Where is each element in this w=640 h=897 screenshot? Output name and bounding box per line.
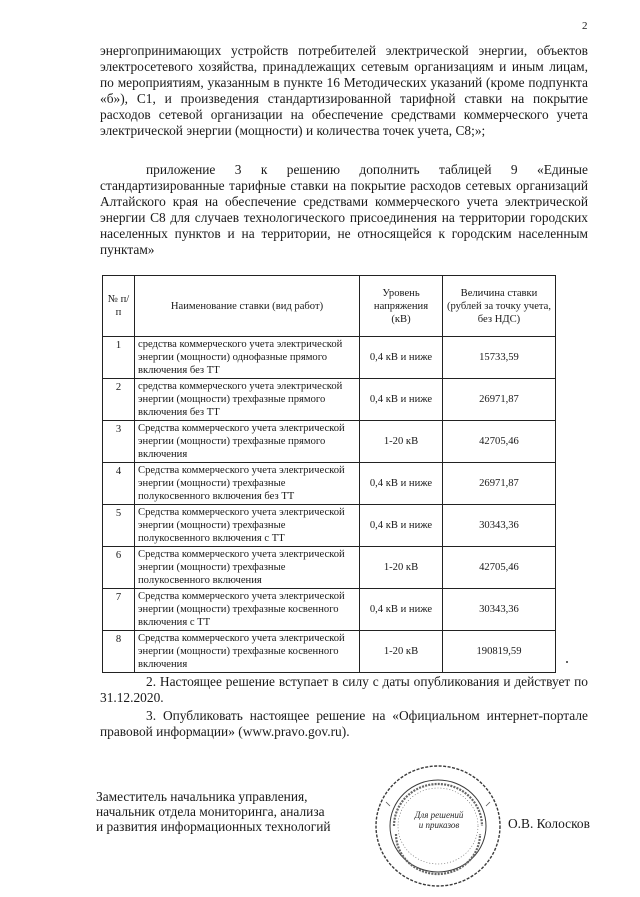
row-num: 2 xyxy=(103,379,135,421)
header-voltage: Уровень напряжения (кВ) xyxy=(360,276,443,337)
paragraph-3: 2. Настоящее решение вступает в силу с даты опубликования и действует по 31.12.2020. xyxy=(100,674,588,705)
page-number: 2 xyxy=(582,20,588,32)
row-num: 1 xyxy=(103,337,135,379)
row-rate: 30343,36 xyxy=(443,505,556,547)
row-num: 4 xyxy=(103,463,135,505)
row-voltage: 0,4 кВ и ниже xyxy=(360,337,443,379)
row-name: Средства коммерческого учета электрической энергии (мощности) трехфазные косвенного включения с ТТ xyxy=(135,589,360,631)
row-num: 8 xyxy=(103,631,135,673)
stray-dot xyxy=(566,661,568,663)
header-rate: Величина ставки (рублей за точку учета, без НДС) xyxy=(443,276,556,337)
row-name: средства коммерческого учета электрической энергии (мощности) трехфазные прямого включения без ТТ xyxy=(135,379,360,421)
paragraph-4: 3. Опубликовать настоящее решение на «Официальном интернет-портале правовой информации» (www.pravo.gov.ru). xyxy=(100,708,588,739)
row-num: 7 xyxy=(103,589,135,631)
paragraph-2: приложение 3 к решению дополнить таблицей 9 «Единые стандартизированные тарифные ставки на покрытие расходов сетевых организаций Алтайского края на обеспечение средствами коммерческого учета электрической энергии С8 для случаев технологического присоединения на территории городских населенных пунктов и на территории, не относящейся к городским населенным пунктам» xyxy=(100,162,588,257)
signer-name: О.В. Колосков xyxy=(508,816,590,831)
table-row xyxy=(103,421,556,463)
table-row xyxy=(103,547,556,589)
rates-table xyxy=(102,275,556,673)
row-rate: 30343,36 xyxy=(443,589,556,631)
row-name: Средства коммерческого учета электрической энергии (мощности) трехфазные прямого включения xyxy=(135,421,360,463)
row-name: Средства коммерческого учета электрической энергии (мощности) трехфазные полукосвенного включения с ТТ xyxy=(135,505,360,547)
signature-title xyxy=(96,789,386,834)
row-num: 3 xyxy=(103,421,135,463)
stamp-label-line-1: Для решений xyxy=(414,810,464,820)
row-voltage: 1-20 кВ xyxy=(360,421,443,463)
table-row xyxy=(103,379,556,421)
table-row xyxy=(103,337,556,379)
header-name: Наименование ставки (вид работ) xyxy=(135,276,360,337)
paragraph-1: энергопринимающих устройств потребителей электрической энергии, объектов электросетевого хозяйства, принадлежащих сетевым организациям и иным лицам, по мероприятиям, указанным в пункте 16 Методических указаний (кроме подпункта «б»), С1, и произведения стандартизированной тарифной ставки на покрытие расходов сетевой организации на обеспечение средствами коммерческого учета электрической энергии (мощности) и количества точек учета, С8;»; xyxy=(100,43,588,138)
row-rate: 190819,59 xyxy=(443,631,556,673)
row-voltage: 0,4 кВ и ниже xyxy=(360,379,443,421)
signature-title-line-2: начальник отдела мониторинга, анализа xyxy=(96,804,325,819)
row-rate: 15733,59 xyxy=(443,337,556,379)
row-rate: 42705,46 xyxy=(443,547,556,589)
row-voltage: 0,4 кВ и ниже xyxy=(360,589,443,631)
row-name: Средства коммерческого учета электрической энергии (мощности) трехфазные косвенного включения xyxy=(135,631,360,673)
row-name: средства коммерческого учета электрической энергии (мощности) однофазные прямого включения без ТТ xyxy=(135,337,360,379)
stamp-label xyxy=(414,810,464,830)
row-rate: 42705,46 xyxy=(443,421,556,463)
table-row xyxy=(103,505,556,547)
signature-title-line-3: и развития информационных технологий xyxy=(96,819,331,834)
table-row xyxy=(103,463,556,505)
row-num: 5 xyxy=(103,505,135,547)
row-voltage: 1-20 кВ xyxy=(360,631,443,673)
row-voltage: 1-20 кВ xyxy=(360,547,443,589)
header-num: № п/п xyxy=(103,276,135,337)
row-rate: 26971,87 xyxy=(443,379,556,421)
row-voltage: 0,4 кВ и ниже xyxy=(360,505,443,547)
row-rate: 26971,87 xyxy=(443,463,556,505)
row-name: Средства коммерческого учета электрической энергии (мощности) трехфазные полукосвенного включения без ТТ xyxy=(135,463,360,505)
row-name: Средства коммерческого учета электрической энергии (мощности) трехфазные полукосвенного включения xyxy=(135,547,360,589)
row-voltage: 0,4 кВ и ниже xyxy=(360,463,443,505)
signature-title-line-1: Заместитель начальника управления, xyxy=(96,789,308,804)
table-row xyxy=(103,589,556,631)
stamp-label-line-2: и приказов xyxy=(418,820,460,830)
table-row xyxy=(103,631,556,673)
table-header-row xyxy=(103,276,556,337)
row-num: 6 xyxy=(103,547,135,589)
